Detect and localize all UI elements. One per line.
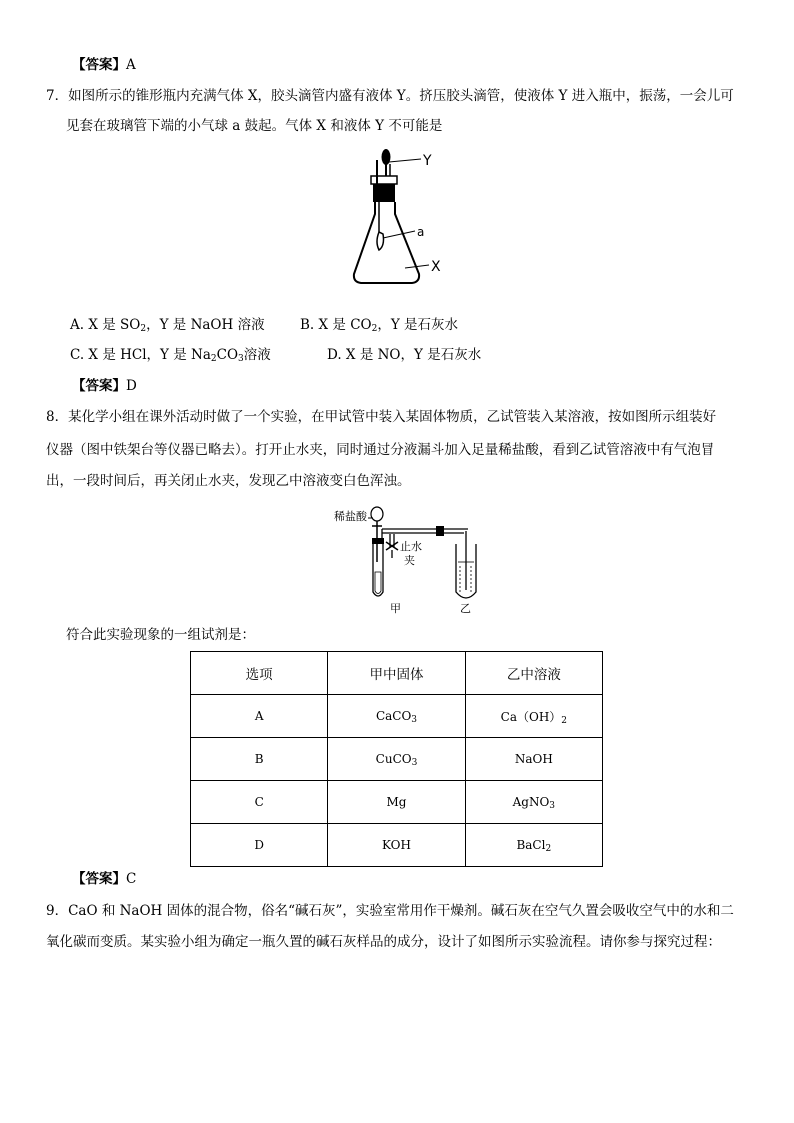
q8-answer xyxy=(72,870,136,888)
label-tube-yi: 乙 xyxy=(460,602,471,615)
table-header-row xyxy=(191,652,603,695)
q7-answer xyxy=(72,377,137,395)
label-tube-jia: 甲 xyxy=(390,602,401,615)
question-number: 9． xyxy=(46,903,69,919)
table-row: B CuCO$_3$ NaOH xyxy=(191,738,603,781)
q7-option-b: B. X 是 $CO_2$，Y 是石灰水 xyxy=(300,317,459,334)
q8-options-table xyxy=(190,651,603,867)
q7-stem-line1: 7．如图所示的锥形瓶内充满气体 X，胶头滴管内盛有液体 Y。挤压胶头滴管，使液体 Y 进入瓶中，振荡，一会儿可 xyxy=(46,88,734,104)
q7-option-c: C. X 是 HCl，Y 是 $Na_2CO_3$溶液 xyxy=(70,347,271,364)
table-row: C Mg AgNO$_3$ xyxy=(191,781,603,824)
header-solid: 甲中固体 xyxy=(328,652,465,695)
q8-table-intro: 符合此实验现象的一组试剂是： xyxy=(66,627,255,643)
label-clamp-bottom: 夹 xyxy=(404,554,415,567)
header-solution: 乙中溶液 xyxy=(465,652,602,695)
label-clamp-top: 止水 xyxy=(400,540,422,553)
answer-value: A xyxy=(126,57,136,73)
q7-stem-line2: 见套在玻璃管下端的小气球 a 鼓起。气体 X 和液体 Y 不可能是 xyxy=(66,118,443,134)
label-a: a xyxy=(417,225,425,239)
q9-stem-line2: 氧化碳而变质。某实验小组为确定一瓶久置的碱石灰样品的成分，设计了如图所示实验流程。请你参与探究过程： xyxy=(46,934,721,950)
answer-label: 【答案】 xyxy=(72,57,126,73)
q7-option-a: A. X 是 $SO_2$，Y 是 NaOH 溶液 xyxy=(70,317,265,334)
label-x: X xyxy=(431,259,441,275)
table-row: A CaCO$_3$ $Ca(OH)_2$ xyxy=(191,695,603,738)
q6-answer xyxy=(72,56,136,74)
table-row: D KOH BaCl$_2$ xyxy=(191,824,603,867)
label-acid: 稀盐酸 xyxy=(334,510,367,523)
q9-stem-line1: 9．CaO 和 NaOH 固体的混合物，俗名“碱石灰”，实验室常用作干燥剂。碱石灰在空气久置会吸收空气中的水和二 xyxy=(46,903,734,919)
q8-apparatus-figure xyxy=(330,502,490,617)
q7-flask-figure xyxy=(345,146,450,291)
question-number: 8． xyxy=(46,409,69,425)
answer-value: D xyxy=(126,378,137,394)
answer-value: C xyxy=(126,871,137,887)
label-y: Y xyxy=(423,153,432,169)
q7-option-d: D. X 是 NO，Y 是石灰水 xyxy=(327,347,482,363)
question-number: 7． xyxy=(46,88,69,104)
q8-stem-line3: 出，一段时间后，再关闭止水夹，发现乙中溶液变白色浑浊。 xyxy=(46,473,411,489)
answer-label: 【答案】 xyxy=(72,378,126,394)
answer-label: 【答案】 xyxy=(72,871,126,887)
q8-stem-line1: 8．某化学小组在课外活动时做了一个实验，在甲试管中装入某固体物质，乙试管装入某溶液，按如图所示组装好 xyxy=(46,409,717,425)
q8-stem-line2: 仪器（图中铁架台等仪器已略去）。打开止水夹，同时通过分液漏斗加入足量稀盐酸，看到乙试管溶液中有气泡冒 xyxy=(46,442,715,458)
header-option: 选项 xyxy=(191,652,328,695)
